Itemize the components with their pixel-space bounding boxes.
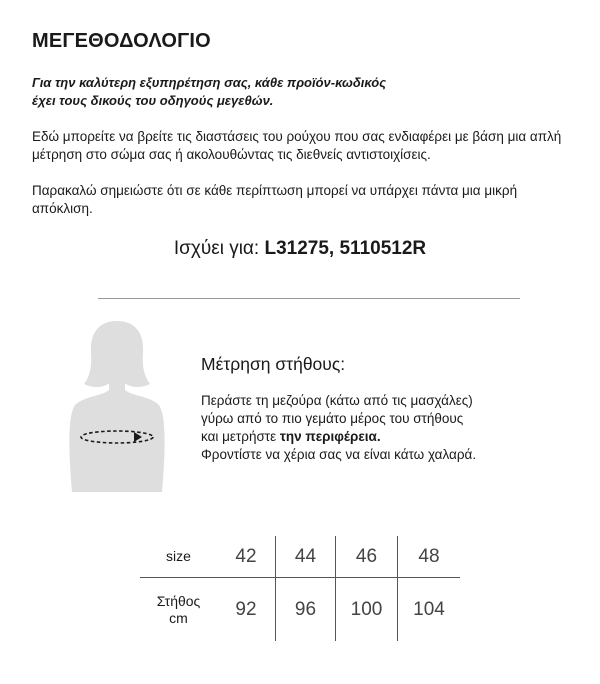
intro-highlight-line: έχει τους δικούς του οδηγούς μεγεθών. bbox=[32, 93, 274, 108]
instruction-line: Φροντίστε να χέρια σας να είναι κάτω χαλαρά. bbox=[201, 447, 477, 462]
measurement-instructions bbox=[201, 392, 581, 464]
intro-highlight-line: Για την καλύτερη εξυπηρέτηση σας, κάθε προϊόν-κωδικός bbox=[32, 75, 387, 90]
size-label: size bbox=[140, 536, 217, 578]
size-cell: 48 bbox=[398, 536, 461, 578]
intro-paragraph: Εδώ μπορείτε να βρείτε τις διαστάσεις του ρούχου που σας ενδιαφέρει με βάση μια απλή μέτρηση στο σώμα σας ή ακολουθώντας τις διεθνείς αντιστοιχίσεις. bbox=[32, 129, 562, 162]
figure-hair bbox=[84, 321, 150, 387]
instruction-line: Περάστε τη μεζούρα (κάτω από τις μασχάλες) bbox=[201, 393, 473, 408]
section-divider bbox=[98, 298, 520, 299]
chest-label-text: Στήθος bbox=[156, 592, 201, 609]
size-cell: 42 bbox=[217, 536, 276, 578]
disclaimer-paragraph: Παρακαλώ σημειώστε ότι σε κάθε περίπτωση μπορεί να υπάρχει πάντα μια μικρή απόκλιση. bbox=[32, 183, 518, 216]
size-table bbox=[140, 536, 460, 641]
instruction-line bbox=[201, 428, 581, 446]
instruction-emphasis: την περιφέρεια. bbox=[279, 429, 381, 444]
product-codes: L31275, 5110512R bbox=[264, 238, 427, 259]
chest-value-cell: 100 bbox=[336, 578, 398, 642]
intro-highlight bbox=[32, 74, 552, 110]
valid-for-label: Ισχύει για: bbox=[173, 238, 265, 259]
page-title: ΜΕΓΕΘΟΔΟΛΟΓΙΟ bbox=[32, 30, 211, 52]
size-cell: 44 bbox=[276, 536, 336, 578]
table-row-sizes bbox=[140, 536, 460, 578]
torso-figure-icon bbox=[62, 316, 172, 496]
chest-unit-text: cm bbox=[169, 609, 188, 626]
measurement-title: Μέτρηση στήθους: bbox=[201, 354, 346, 374]
chest-value-cell: 92 bbox=[217, 578, 276, 642]
table-row-chest bbox=[140, 578, 460, 642]
instruction-line: γύρω από το πιο γεμάτο μέρος του στήθους bbox=[201, 411, 464, 426]
chest-value-cell: 104 bbox=[413, 598, 445, 620]
valid-for-line bbox=[0, 238, 600, 260]
instruction-text: και μετρήστε bbox=[201, 429, 280, 444]
chest-value-cell: 96 bbox=[276, 578, 336, 642]
chest-label bbox=[140, 578, 217, 642]
size-cell: 46 bbox=[336, 536, 398, 578]
